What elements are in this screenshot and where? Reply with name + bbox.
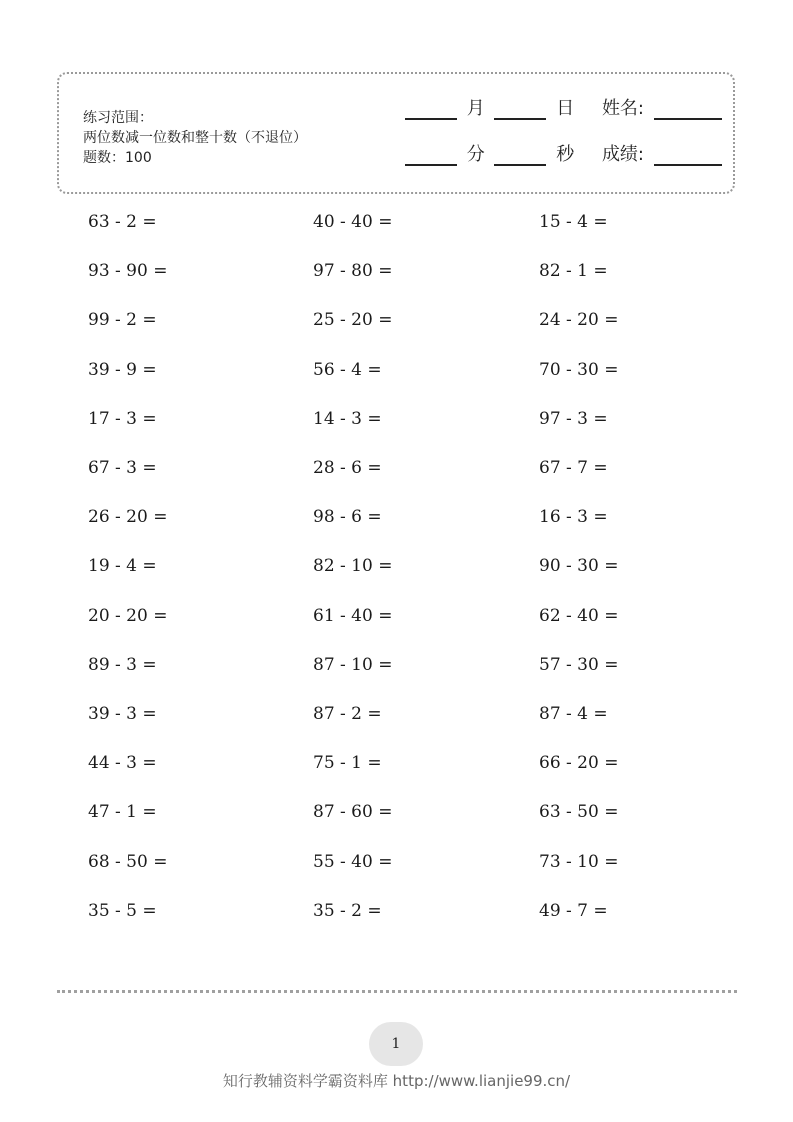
problem-item: 47 - 1 = — [88, 802, 157, 822]
problem-item: 87 - 2 = — [313, 704, 382, 724]
problem-item: 25 - 20 = — [313, 310, 393, 330]
second-label: 秒 — [556, 144, 575, 165]
problem-item: 15 - 4 = — [539, 212, 608, 232]
topic-label: 两位数减一位数和整十数（不退位） — [83, 130, 307, 146]
problem-item: 73 - 10 = — [539, 852, 619, 872]
problem-item: 17 - 3 = — [88, 409, 157, 429]
problem-item: 57 - 30 = — [539, 655, 619, 675]
problem-item: 89 - 3 = — [88, 655, 157, 675]
problem-item: 28 - 6 = — [313, 458, 382, 478]
range-label: 练习范围： — [83, 110, 153, 126]
problem-item: 67 - 7 = — [539, 458, 608, 478]
problem-item: 87 - 10 = — [313, 655, 393, 675]
problem-item: 40 - 40 = — [313, 212, 393, 232]
problem-item: 87 - 4 = — [539, 704, 608, 724]
problem-item: 19 - 4 = — [88, 556, 157, 576]
problem-item: 63 - 50 = — [539, 802, 619, 822]
problem-item: 97 - 3 = — [539, 409, 608, 429]
problem-item: 63 - 2 = — [88, 212, 157, 232]
problem-item: 70 - 30 = — [539, 360, 619, 380]
problem-item: 99 - 2 = — [88, 310, 157, 330]
problem-item: 26 - 20 = — [88, 507, 168, 527]
problem-item: 35 - 5 = — [88, 901, 157, 921]
problem-item: 20 - 20 = — [88, 606, 168, 626]
day-label: 日 — [556, 98, 575, 119]
problem-item: 24 - 20 = — [539, 310, 619, 330]
problem-item: 97 - 80 = — [313, 261, 393, 281]
problem-item: 62 - 40 = — [539, 606, 619, 626]
problem-item: 39 - 3 = — [88, 704, 157, 724]
problem-item: 82 - 10 = — [313, 556, 393, 576]
problem-item: 68 - 50 = — [88, 852, 168, 872]
problem-item: 75 - 1 = — [313, 753, 382, 773]
problem-item: 55 - 40 = — [313, 852, 393, 872]
problem-item: 35 - 2 = — [313, 901, 382, 921]
problem-item: 98 - 6 = — [313, 507, 382, 527]
month-label: 月 — [466, 98, 485, 119]
problem-item: 49 - 7 = — [539, 901, 608, 921]
score-label: 成绩: — [601, 144, 645, 165]
name-label: 姓名: — [601, 98, 645, 119]
problem-item: 61 - 40 = — [313, 606, 393, 626]
problem-item: 14 - 3 = — [313, 409, 382, 429]
problem-item: 44 - 3 = — [88, 753, 157, 773]
problem-item: 16 - 3 = — [539, 507, 608, 527]
count-label: 题数：100 — [83, 150, 152, 166]
footer-text: 知行教辅资料学霸资料库 http://www.lianjie99.cn/ — [222, 1072, 571, 1090]
page-number: 1 — [369, 1022, 423, 1066]
problem-item: 67 - 3 = — [88, 458, 157, 478]
problem-item: 39 - 9 = — [88, 360, 157, 380]
minute-label: 分 — [466, 144, 485, 165]
problem-item: 82 - 1 = — [539, 261, 608, 281]
bottom-divider — [57, 990, 737, 993]
problem-item: 93 - 90 = — [88, 261, 168, 281]
problem-item: 87 - 60 = — [313, 802, 393, 822]
problem-item: 66 - 20 = — [539, 753, 619, 773]
problem-item: 56 - 4 = — [313, 360, 382, 380]
problem-item: 90 - 30 = — [539, 556, 619, 576]
